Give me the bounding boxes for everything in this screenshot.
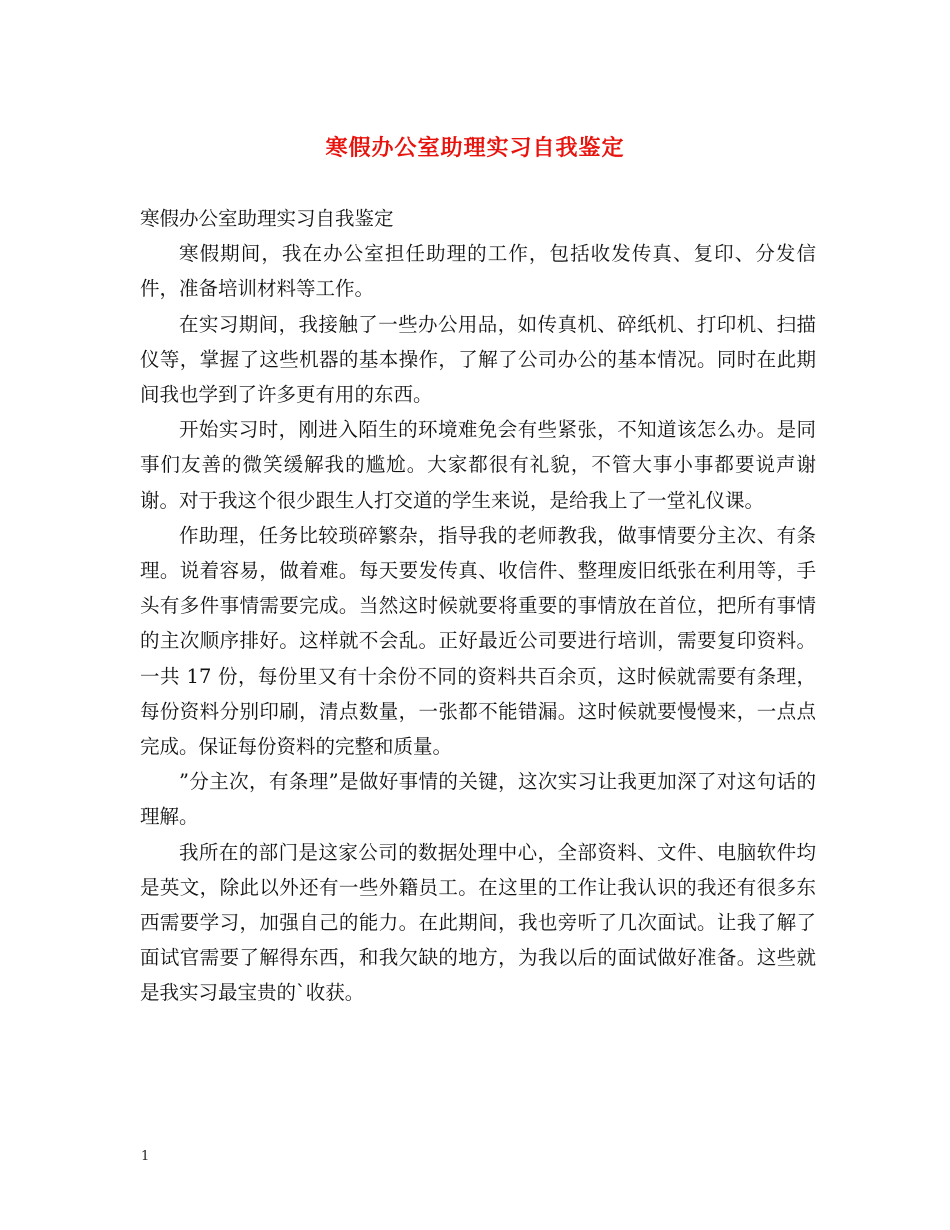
document-subtitle: 寒假办公室助理实习自我鉴定 [140,207,394,230]
document-title: 寒假办公室助理实习自我鉴定 [325,135,625,161]
paragraph-3: 开始实习时，刚进入陌生的环境难免会有些紧张，不知道该怎么办。是同事们友善的微笑缓解我的尴尬。大家都很有礼貌，不管大事小事都要说声谢谢。对于我这个很少跟生人打交道的学生来说，是给我上了一堂礼仪课。 [140,418,816,512]
paragraph-1: 寒假期间，我在办公室担任助理的工作，包括收发传真、复印、分发信件，准备培训材料等工作。 [140,242,816,301]
paragraph-2: 在实习期间，我接触了一些办公用品，如传真机、碎纸机、打印机、扫描仪等，掌握了这些机器的基本操作，了解了公司办公的基本情况。同时在此期间我也学到了许多更有用的东西。 [140,312,816,407]
paragraph-5: ”分主次，有条理”是做好事情的关键，这次实习让我更加深了对这句话的理解。 [140,770,816,829]
page-number: 1 [141,1149,150,1164]
paragraph-4: 作助理，任务比较琐碎繁杂，指导我的老师教我，做事情要分主次、有条理。说着容易，做着难。每天要发传真、收信件、整理废旧纸张在利用等，手头有多件事情需要完成。当然这时候就要将重要的事情放在首位，把所有事情的主次顺序排好。这样就不会乱。正好最近公司要进行培训，需要复印资料。一共 17 份，每份里又有十余份不同的资料共百余页，这时候就需要有条理，每份资料分别印刷，清点数量，一张都不能错漏。这时候就要慢慢来，一点点完成。保证每份资料的完整和质量。 [140,523,816,759]
document-body [140,201,816,1011]
paragraph-6: 我所在的部门是这家公司的数据处理中心，全部资料、文件、电脑软件均是英文，除此以外还有一些外籍员工。在这里的工作让我认识的我还有很多东西需要学习，加强自己的能力。在此期间，我也旁听了几次面试。让我了解了面试官需要了解得东西，和我欠缺的地方，为我以后的面试做好准备。这些就是我实习最宝贵的`收获。 [140,840,816,1005]
